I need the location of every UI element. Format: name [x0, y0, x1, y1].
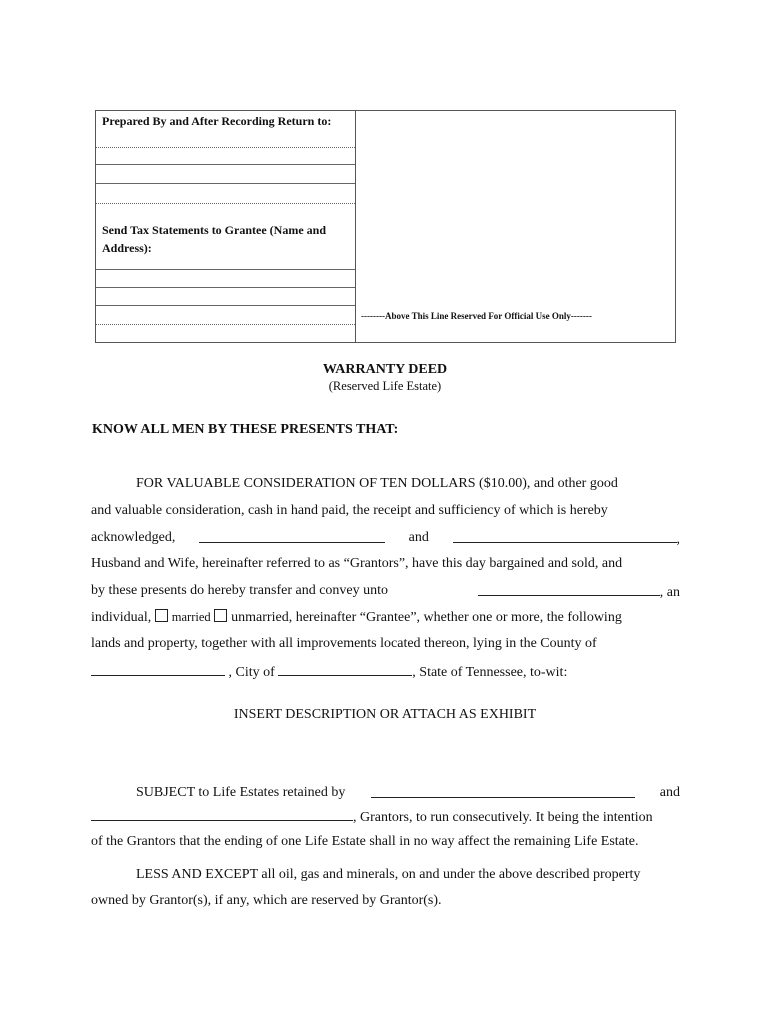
para1-line-5 — [91, 581, 680, 603]
grantee-blank[interactable] — [478, 581, 660, 596]
tax-address-line-2[interactable] — [96, 287, 355, 288]
para2-line-2 — [91, 806, 680, 828]
para2-text-2: , Grantors, to run consecutively. It being the intention — [353, 810, 653, 825]
tax-address-line-4[interactable] — [96, 324, 355, 325]
document-subtitle: (Reserved Life Estate) — [328, 379, 442, 393]
recording-info-column — [96, 111, 356, 342]
tax-statements-label: Send Tax Statements to Grantee (Name and Address): — [102, 223, 326, 255]
para1-text-8a: , City of — [228, 665, 275, 680]
unmarried-checkbox[interactable] — [214, 609, 227, 622]
para1-text-2: and valuable consideration, cash in hand paid, the receipt and sufficiency of which is hereby — [91, 503, 608, 518]
para1-text-5b: , an — [659, 585, 680, 600]
recording-header-box — [95, 110, 676, 343]
prepared-by-line-4[interactable] — [96, 203, 355, 204]
para1-text-3b: and — [408, 530, 429, 545]
city-blank[interactable] — [278, 661, 412, 676]
prepared-by-line-1[interactable] — [96, 147, 355, 148]
life-estate-holder-2-blank[interactable] — [91, 806, 353, 821]
married-checkbox[interactable] — [155, 609, 168, 622]
para1-text-6a: individual, — [91, 610, 152, 625]
para1-text-8b: , State of Tennessee, to-wit: — [412, 665, 568, 680]
prepared-by-label: Prepared By and After Recording Return to: — [102, 114, 332, 128]
para1-line-3 — [91, 528, 680, 550]
para2-line-3 — [91, 832, 680, 852]
para2-text-3: of the Grantors that the ending of one Life Estate shall in no way affect the remaining Life Estate. — [91, 834, 639, 849]
life-estate-holder-1-blank[interactable] — [371, 783, 635, 798]
married-label: married — [171, 610, 211, 624]
tax-address-line-3[interactable] — [96, 305, 355, 306]
para1-text-1: FOR VALUABLE CONSIDERATION OF TEN DOLLARS ($10.00), and other good — [136, 476, 618, 491]
para1-text-3a: acknowledged, — [91, 530, 176, 545]
para3-line-1 — [136, 865, 680, 885]
prepared-by-line-2[interactable] — [96, 164, 355, 165]
tax-address-line-1[interactable] — [96, 269, 355, 270]
para1-text-6c: unmarried, hereinafter “Grantee”, whether one or more, the following — [231, 610, 622, 625]
para3-text-2: owned by Grantor(s), if any, which are reserved by Grantor(s). — [91, 893, 442, 908]
para1-line-7 — [91, 634, 680, 654]
para3-text-1: LESS AND EXCEPT all oil, gas and minerals, on and under the above described property — [136, 867, 641, 882]
county-blank[interactable] — [91, 661, 225, 676]
document-title: WARRANTY DEED — [322, 362, 448, 377]
para1-text-7: lands and property, together with all improvements located thereon, lying in the County of — [91, 636, 597, 651]
para2-text-1a: SUBJECT to Life Estates retained by — [136, 785, 346, 800]
para2-line-1 — [136, 783, 680, 803]
para1-line-6 — [91, 607, 680, 628]
para1-line-8 — [91, 661, 680, 683]
para2-text-1b: and — [659, 785, 680, 800]
para1-text-3c: , — [676, 532, 680, 547]
para1-line-1 — [136, 474, 680, 494]
intro-heading: KNOW ALL MEN BY THESE PRESENTS THAT: — [92, 422, 399, 437]
para1-text-4: Husband and Wife, hereinafter referred to as “Grantors”, have this day bargained and sold, and — [91, 556, 623, 571]
para1-line-4 — [91, 554, 680, 574]
grantor-1-blank[interactable] — [199, 528, 385, 543]
official-use-note: --------Above This Line Reserved For Official Use Only------- — [361, 311, 592, 321]
para1-text-5a: by these presents do hereby transfer and convey unto — [91, 583, 389, 598]
para3-line-2 — [91, 891, 680, 911]
prepared-by-line-3[interactable] — [96, 183, 355, 184]
grantor-2-blank[interactable] — [453, 528, 677, 543]
insert-description-note: INSERT DESCRIPTION OR ATTACH AS EXHIBIT — [233, 707, 537, 722]
para1-line-2 — [91, 501, 680, 521]
